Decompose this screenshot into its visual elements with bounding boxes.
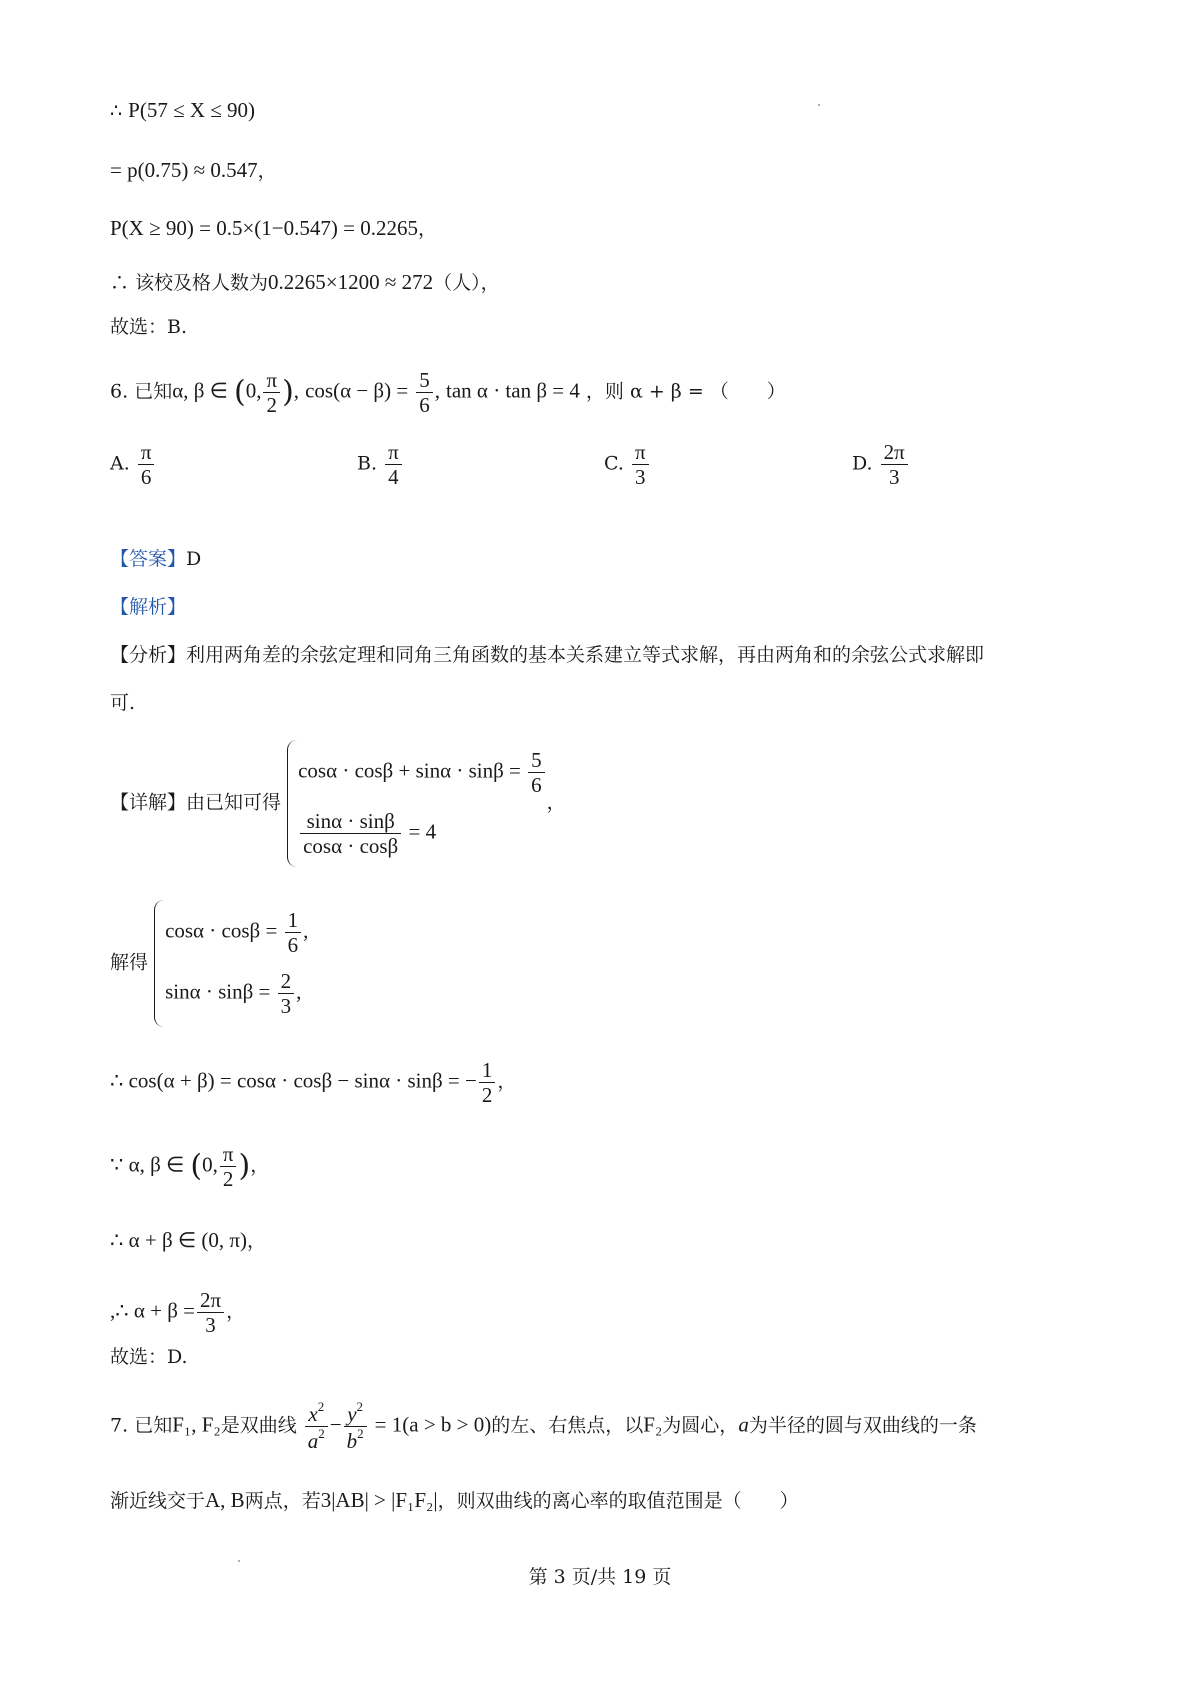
fenxi-line-2: 可. — [110, 692, 136, 714]
page-footer: 第 3 页/共 19 页 — [528, 1566, 672, 1588]
q6-option-c: C. $\frac{\pi}{3}$ — [604, 440, 651, 489]
prev-line-2: = p(0.75) ≈ 0.547， — [110, 158, 277, 182]
step-result: ,∴ α + β = $\frac{2\pi}{3}$ ， — [110, 1288, 246, 1338]
q7-line-2: 渐近线交于A, B两点，若3|AB| > |F₁F₂|，则双曲线的离心率的取值范围是（ ） — [110, 1488, 799, 1512]
prev-choose: 故选：B. — [110, 316, 188, 338]
jiede-line: 解得 cosα · cosβ = $\frac{1}{6}$ , sinα · sinβ = $\frac{2}{3}$ , — [110, 900, 308, 1027]
q6-option-a: A. $\frac{\pi}{6}$ — [110, 440, 156, 489]
q6-stem: 6. 已知α, β ∈ (0, $\frac{\pi}{2}$ ), cos(α − β) = $\frac{5}{6}$ , tan α · tan β = 4 ，则 α + β = （ ） — [110, 368, 786, 418]
step-cos-sum: ∴ cos(α + β) = cosα · cosβ − sinα · sinβ = − $\frac{1}{2}$ ， — [110, 1058, 517, 1108]
scan-speck — [818, 104, 820, 106]
step-range: ∵ α, β ∈ (0, $\frac{\pi}{2}$ )， — [110, 1142, 270, 1192]
scan-speck — [238, 1560, 240, 1562]
fenxi-line-1: 【分析】利用两角差的余弦定理和同角三角函数的基本关系建立等式求解，再由两角和的余弦公式求解即 — [110, 644, 985, 666]
q6-choose: 故选：D. — [110, 1346, 188, 1368]
prev-line-4: ∴ 该校及格人数为0.2265×1200 ≈ 272（人）， — [110, 270, 500, 294]
q7-line-1: 7. 已知F₁, F₂是双曲线 $\frac{x^2}{a^2}$ − $\frac{y^2}{b^2}$ = 1(a > b > 0)的左、右焦点，以F₂为圆心，a为半径的圆与双曲线的一条 — [110, 1399, 977, 1454]
prev-line-1: ∴ P(57 ≤ X ≤ 90) — [110, 98, 256, 122]
answer-tag: 【答案】 — [110, 548, 187, 570]
system-solved: cosα · cosβ = $\frac{1}{6}$ , sinα · sinβ = $\frac{2}{3}$ , — [154, 900, 308, 1027]
prob-ge-90: P(X ≥ 90) = 0.5×(1−0.547) = 0.2265 — [110, 216, 418, 240]
prob-57-90: P(57 ≤ X ≤ 90) — [128, 98, 256, 122]
analysis-tag: 【解析】 — [110, 596, 187, 618]
prev-line-3: P(X ≥ 90) = 0.5×(1−0.547) = 0.2265， — [110, 216, 437, 240]
step-sum-range: ∴ α + β ∈ (0, π)， — [110, 1228, 267, 1252]
p-075: = p(0.75) ≈ 0.547 — [110, 158, 258, 182]
q6-option-b: B. $\frac{\pi}{4}$ — [357, 440, 404, 489]
q6-option-d: D. $\frac{2\pi}{3}$ — [852, 440, 910, 489]
q6-answer: 【答案】D — [110, 548, 202, 570]
pass-count: 0.2265×1200 ≈ 272 — [268, 270, 434, 294]
system-given: cosα · cosβ + sinα · sinβ = $\frac{5}{6}$ $\frac{\sin\alpha \cdot \sin\beta}{\cos\alpha \cdot \cos\beta}$ = 4 — [287, 740, 547, 867]
xiangjie-line: 【详解】由已知可得 cosα · cosβ + sinα · sinβ = $\frac{5}{6}$ $\frac{\sin\alpha \cdot \sin\beta}{\cos\alpha \cdot \cos\beta}$ = 4 ， — [110, 740, 566, 867]
